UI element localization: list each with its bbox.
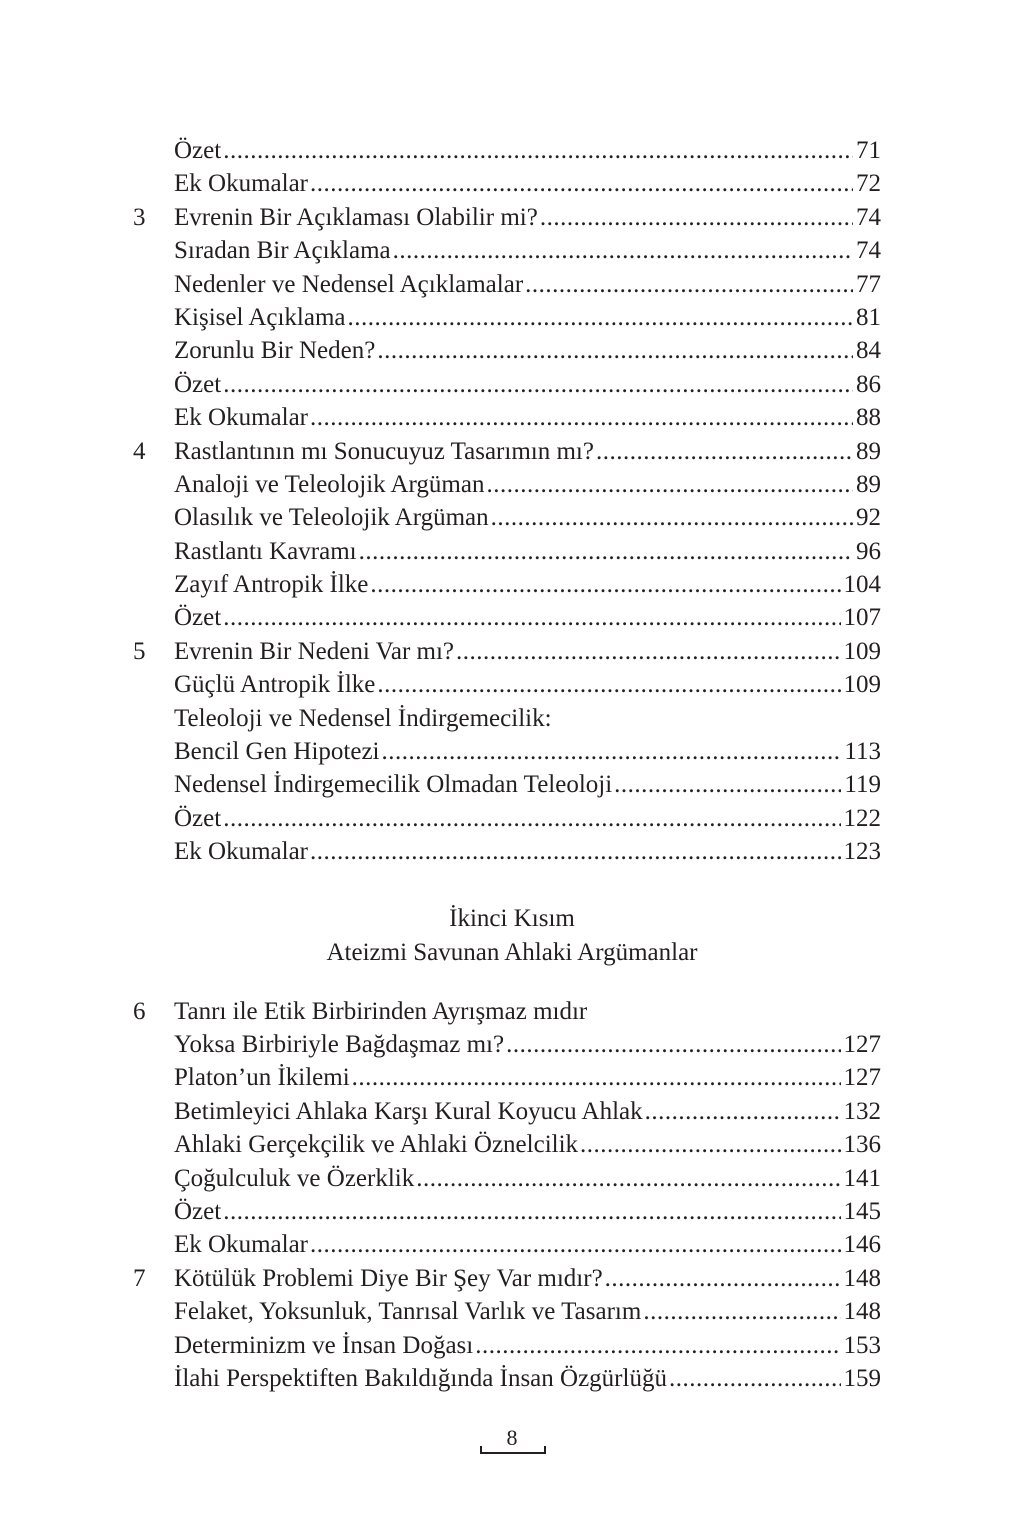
entry-title: Ek Okumalar	[174, 1231, 308, 1259]
entry-title: Çoğulculuk ve Özerklik	[174, 1164, 415, 1192]
chapter-number: 4	[133, 437, 146, 465]
toc-entry	[0, 835, 1024, 868]
toc-entry	[0, 201, 1024, 234]
dot-leader	[223, 1195, 840, 1228]
page-number-rule	[480, 1452, 546, 1454]
toc-entry	[0, 535, 1024, 568]
toc-entry	[0, 668, 1024, 701]
toc-entry	[0, 1095, 1024, 1128]
page-number: 148	[843, 1264, 881, 1292]
page-number: 8	[506, 1425, 518, 1450]
dot-leader	[377, 668, 840, 701]
part-heading-title: Ateizmi Savunan Ahlaki Argümanlar	[326, 938, 698, 966]
entry-title: Ek Okumalar	[174, 170, 308, 198]
page-number: 77	[856, 270, 881, 298]
entry-title: Felaket, Yoksunluk, Tanrısal Varlık ve Tasarım	[174, 1298, 642, 1326]
dot-leader	[486, 468, 853, 501]
entry-title: Zorunlu Bir Neden?	[174, 337, 376, 365]
toc-entry	[0, 1228, 1024, 1261]
page-number: 107	[843, 604, 881, 632]
entry-title: Yoksa Birbiriyle Bağdaşmaz mı?	[174, 1030, 505, 1058]
entry-title: Ek Okumalar	[174, 838, 308, 866]
page-number: 153	[843, 1331, 881, 1359]
toc-section-second-part	[0, 995, 1024, 1396]
page-number: 89	[856, 470, 881, 498]
dot-leader	[416, 1162, 840, 1195]
toc-entry	[0, 601, 1024, 634]
page-number: 146	[843, 1231, 881, 1259]
toc-entry	[0, 134, 1024, 167]
page-number: 141	[843, 1164, 881, 1192]
toc-entry	[0, 702, 1024, 735]
page-number: 119	[844, 771, 881, 799]
page-number: 122	[843, 804, 881, 832]
toc-entry	[0, 1295, 1024, 1328]
entry-title: Nedensel İndirgemecilik Olmadan Teleoloji	[174, 771, 613, 799]
page-number: 123	[843, 838, 881, 866]
entry-title: Özet	[174, 370, 222, 398]
dot-leader	[605, 1262, 841, 1295]
page-number: 89	[856, 437, 881, 465]
dot-leader	[377, 334, 853, 367]
entry-title: Rastlantı Kavramı	[174, 537, 357, 565]
entry-title: Evrenin Bir Açıklaması Olabilir mi?	[174, 203, 538, 231]
page-number: 81	[856, 303, 881, 331]
toc-entry	[0, 1262, 1024, 1295]
entry-title: Özet	[174, 604, 222, 632]
entry-title: Evrenin Bir Nedeni Var mı?	[174, 637, 455, 665]
toc-entry	[0, 735, 1024, 768]
entry-title: Zayıf Antropik İlke	[174, 571, 369, 599]
dot-leader	[359, 535, 853, 568]
page-number: 136	[843, 1131, 881, 1159]
page-number: 127	[843, 1064, 881, 1092]
dot-leader	[475, 1329, 840, 1362]
toc-entry	[0, 568, 1024, 601]
chapter-number: 7	[133, 1264, 146, 1292]
page-number: 88	[856, 404, 881, 432]
entry-title: Betimleyici Ahlaka Karşı Kural Koyucu Ahlak	[174, 1097, 643, 1125]
entry-title: Sıradan Bir Açıklama	[174, 237, 391, 265]
entry-title: Özet	[174, 804, 222, 832]
entry-title: Analoji ve Teleolojik Argüman	[174, 470, 485, 498]
toc-entry	[0, 501, 1024, 534]
dot-leader	[596, 435, 853, 468]
dot-leader	[580, 1128, 840, 1161]
entry-title: Güçlü Antropik İlke	[174, 671, 376, 699]
toc-entry	[0, 301, 1024, 334]
dot-leader	[506, 1028, 840, 1061]
page-footer	[0, 1424, 1024, 1452]
toc-entry	[0, 1162, 1024, 1195]
dot-leader	[491, 501, 853, 534]
page-number: 71	[856, 137, 881, 164]
dot-leader	[223, 368, 853, 401]
entry-title: Nedenler ve Nedensel Açıklamalar	[174, 270, 524, 298]
dot-leader	[348, 301, 854, 334]
toc-entry	[0, 802, 1024, 835]
dot-leader	[310, 167, 853, 200]
dot-leader	[223, 802, 840, 835]
page-number: 127	[843, 1030, 881, 1058]
entry-title: Rastlantının mı Sonucuyuz Tasarımın mı?	[174, 437, 594, 465]
toc-entry	[0, 234, 1024, 267]
page-number: 132	[843, 1097, 881, 1125]
entry-title: Teleoloji ve Nedensel İndirgemecilik:	[174, 704, 552, 732]
entry-title: Ek Okumalar	[174, 404, 308, 432]
entry-title: Özet	[174, 137, 222, 164]
entry-title: Kişisel Açıklama	[174, 303, 346, 331]
toc-entry	[0, 167, 1024, 200]
page-number: 84	[856, 337, 881, 365]
dot-leader	[645, 1095, 841, 1128]
entry-title: Kötülük Problemi Diye Bir Şey Var mıdır?	[174, 1264, 603, 1292]
toc-entry	[0, 334, 1024, 367]
toc-entry	[0, 995, 1024, 1028]
page-number: 159	[843, 1364, 881, 1392]
chapter-number: 3	[133, 203, 146, 231]
part-heading-label: İkinci Kısım	[449, 904, 575, 932]
toc-entry	[0, 368, 1024, 401]
toc-entry	[0, 635, 1024, 668]
page-number: 104	[843, 571, 881, 599]
dot-leader	[669, 1362, 841, 1395]
entry-title: Olasılık ve Teleolojik Argüman	[174, 504, 489, 532]
dot-leader	[223, 601, 840, 634]
dot-leader	[310, 835, 841, 868]
dot-leader	[525, 268, 853, 301]
page-number: 113	[844, 738, 881, 766]
table-of-contents	[0, 134, 1024, 1395]
dot-leader	[382, 735, 842, 768]
toc-entry	[0, 1028, 1024, 1061]
dot-leader	[643, 1295, 840, 1328]
dot-leader	[223, 134, 853, 167]
toc-entry	[0, 1195, 1024, 1228]
page-number: 72	[856, 170, 881, 198]
toc-entry	[0, 1128, 1024, 1161]
entry-title: Platon’un İkilemi	[174, 1064, 350, 1092]
entry-title: Ahlaki Gerçekçilik ve Ahlaki Öznelcilik	[174, 1131, 579, 1159]
chapter-number: 5	[133, 637, 146, 665]
toc-entry	[0, 768, 1024, 801]
dot-leader	[352, 1061, 841, 1094]
page-number: 145	[843, 1197, 881, 1225]
page-number: 92	[856, 504, 881, 532]
page-number: 96	[856, 537, 881, 565]
page-number: 74	[856, 237, 881, 265]
dot-leader	[393, 234, 853, 267]
toc-entry	[0, 268, 1024, 301]
chapter-number: 6	[133, 997, 146, 1025]
toc-entry	[0, 401, 1024, 434]
toc-entry	[0, 1362, 1024, 1395]
page-number: 109	[843, 637, 881, 665]
toc-entry	[0, 1061, 1024, 1094]
toc-section-first-part	[0, 134, 1024, 869]
dot-leader	[456, 635, 840, 668]
entry-title: Bencil Gen Hipotezi	[174, 738, 380, 766]
entry-title: Tanrı ile Etik Birbirinden Ayrışmaz mıdır	[174, 997, 588, 1025]
toc-entry	[0, 468, 1024, 501]
dot-leader	[370, 568, 840, 601]
toc-entry	[0, 435, 1024, 468]
entry-title: Determinizm ve İnsan Doğası	[174, 1331, 474, 1359]
entry-title: İlahi Perspektiften Bakıldığında İnsan Özgürlüğü	[174, 1364, 667, 1392]
entry-title: Özet	[174, 1197, 222, 1225]
dot-leader	[310, 1228, 841, 1261]
dot-leader	[540, 201, 853, 234]
page-number: 109	[843, 671, 881, 699]
page-number: 74	[856, 203, 881, 231]
page-number: 86	[856, 370, 881, 398]
dot-leader	[310, 401, 853, 434]
page-number: 148	[843, 1298, 881, 1326]
dot-leader	[614, 768, 841, 801]
toc-entry	[0, 1329, 1024, 1362]
